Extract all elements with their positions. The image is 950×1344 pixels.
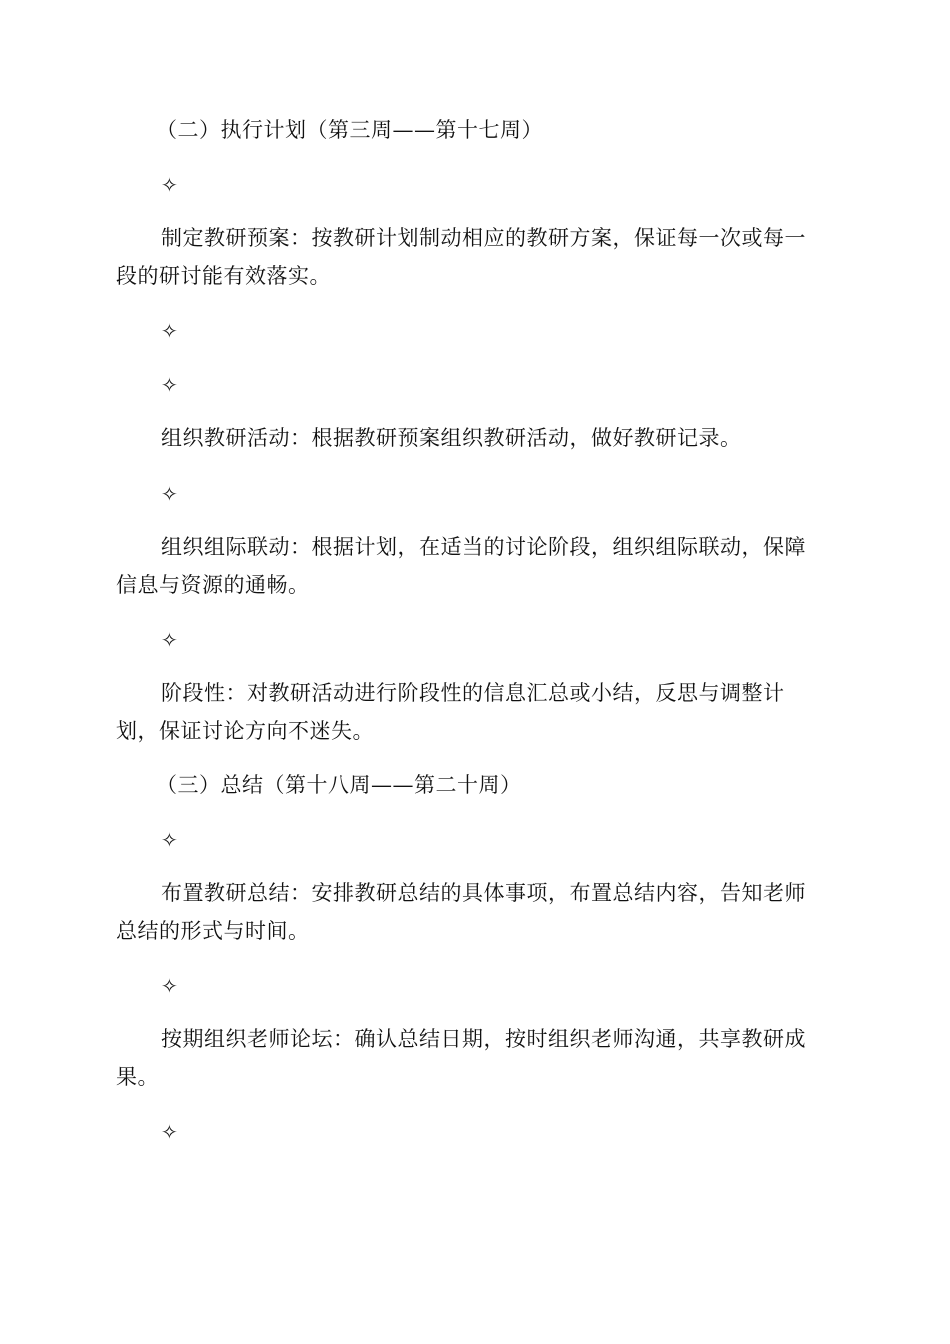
diamond-bullet-icon: ✧ [161,173,178,197]
diamond-bullet-icon: ✧ [161,828,178,852]
diamond-bullet-icon: ✧ [161,482,178,506]
paragraph-arrange-summary-line-1: 布置教研总结：安排教研总结的具体事项，布置总结内容，告知老师 [161,881,806,905]
section-heading-summary: （三）总结（第十八周——第二十周） [156,773,522,797]
paragraph-teacher-forum-line-2: 果。 [116,1065,159,1089]
diamond-bullet-icon: ✧ [161,319,178,343]
paragraph-arrange-summary-line-2: 总结的形式与时间。 [116,919,310,943]
paragraph-teaching-plan-line-2: 段的研讨能有效落实。 [116,264,331,288]
diamond-bullet-icon: ✧ [161,974,178,998]
paragraph-stage-summary-line-2: 划，保证讨论方向不迷失。 [116,719,374,743]
diamond-bullet-icon: ✧ [161,373,178,397]
paragraph-teacher-forum-line-1: 按期组织老师论坛：确认总结日期，按时组织老师沟通，共享教研成 [161,1027,806,1051]
paragraph-teaching-activity: 组织教研活动：根据教研预案组织教研活动，做好教研记录。 [161,426,742,450]
paragraph-group-linkage-line-1: 组织组际联动：根据计划，在适当的讨论阶段，组织组际联动，保障 [161,535,806,559]
section-heading-execution-plan: （二）执行计划（第三周——第十七周） [156,118,543,142]
paragraph-stage-summary-line-1: 阶段性：对教研活动进行阶段性的信息汇总或小结，反思与调整计 [161,681,785,705]
diamond-bullet-icon: ✧ [161,628,178,652]
paragraph-group-linkage-line-2: 信息与资源的通畅。 [116,573,310,597]
paragraph-teaching-plan-line-1: 制定教研预案：按教研计划制动相应的教研方案，保证每一次或每一 [161,226,806,250]
diamond-bullet-icon: ✧ [161,1120,178,1144]
